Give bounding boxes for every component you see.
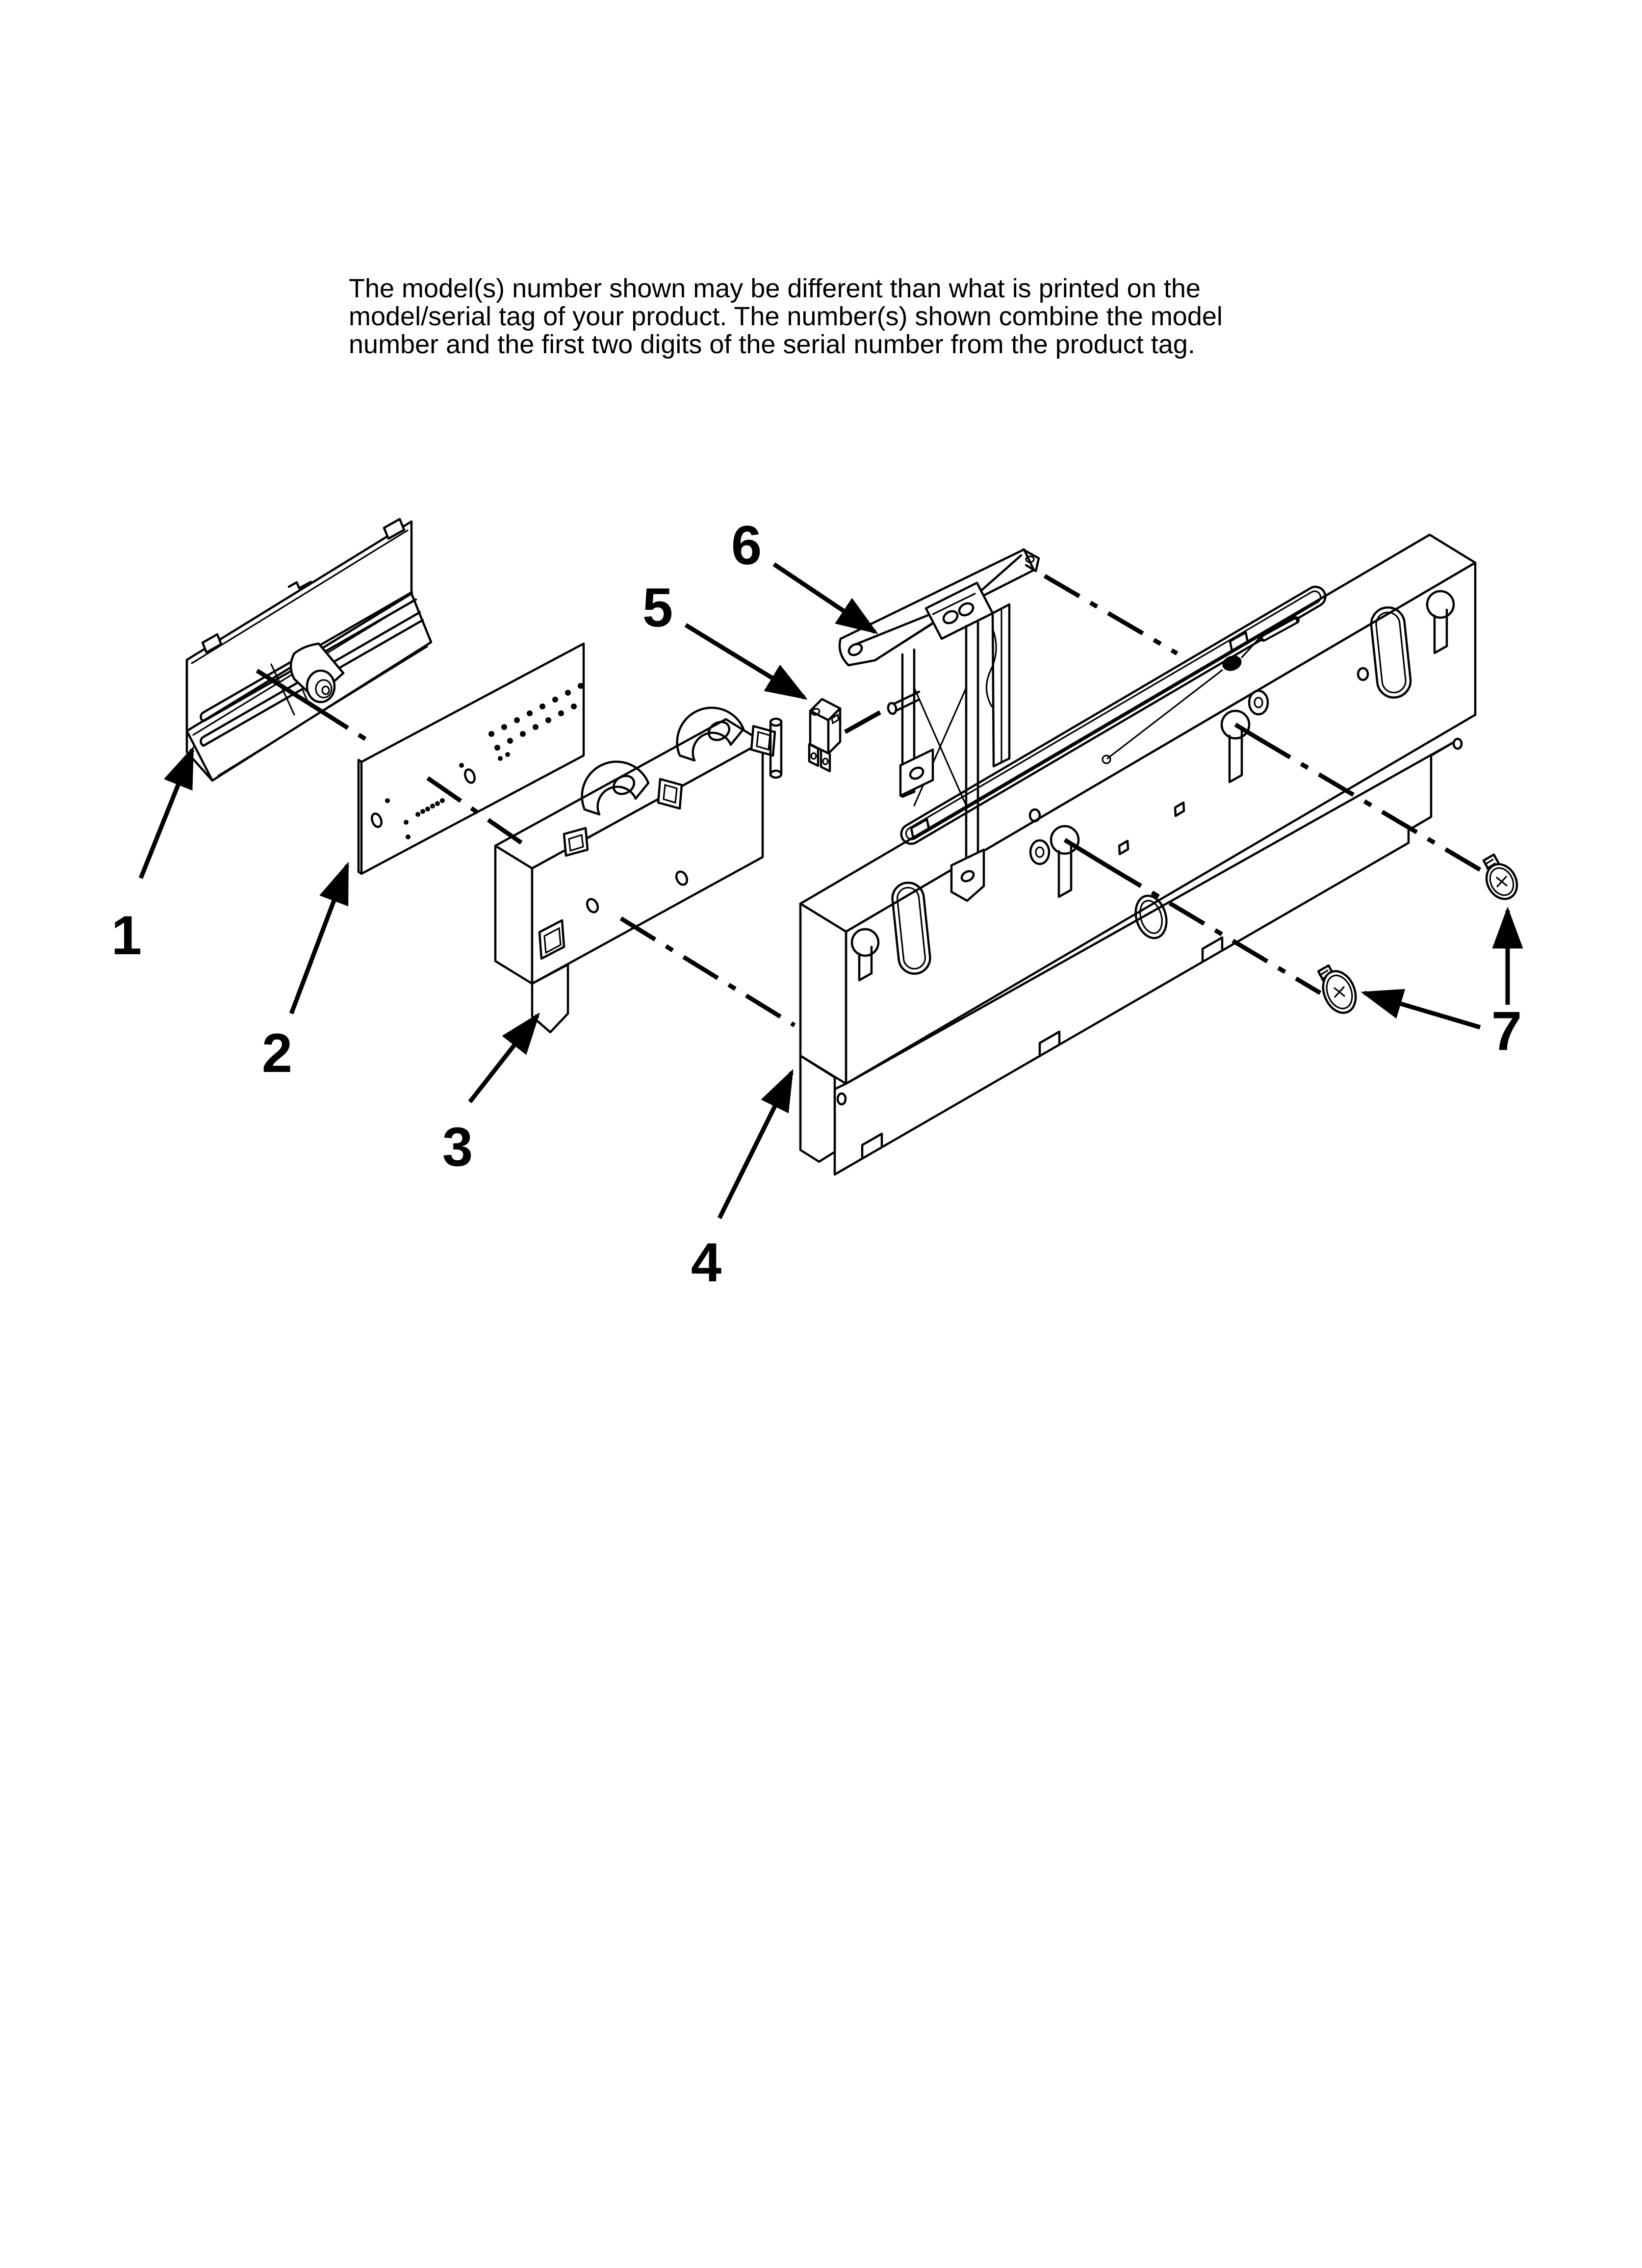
callout-label-4: 4: [691, 1232, 722, 1293]
arrow-to-part-6: [774, 564, 875, 632]
arrow-to-screw-lower: [1364, 993, 1480, 1027]
arrow-to-part-2: [291, 865, 347, 1014]
arrow-to-part-4: [719, 1072, 792, 1218]
callout-label-6: 6: [731, 515, 762, 576]
callout-label-2: 2: [261, 1022, 293, 1084]
note-line-3: number and the first two digits of the serial number from the product tag.: [349, 330, 1195, 359]
screw-upper: [1481, 855, 1523, 904]
note-line-1: The model(s) number shown may be different than what is printed on the: [349, 274, 1201, 303]
callout-label-7: 7: [1491, 1000, 1522, 1062]
callout-label-3: 3: [442, 1116, 473, 1177]
arrow-to-part-5: [686, 625, 804, 698]
part-5-switch: [809, 699, 840, 771]
note-line-2: model/serial tag of your product. The number(s) shown combine the model: [349, 302, 1223, 331]
arrow-to-part-3: [470, 1016, 538, 1102]
callout-label-5: 5: [642, 577, 673, 638]
part-1-console-cover: [187, 519, 431, 781]
screw-lower: [1317, 965, 1361, 1017]
callout-label-1: 1: [111, 905, 142, 966]
arrow-to-part-1: [141, 750, 192, 878]
